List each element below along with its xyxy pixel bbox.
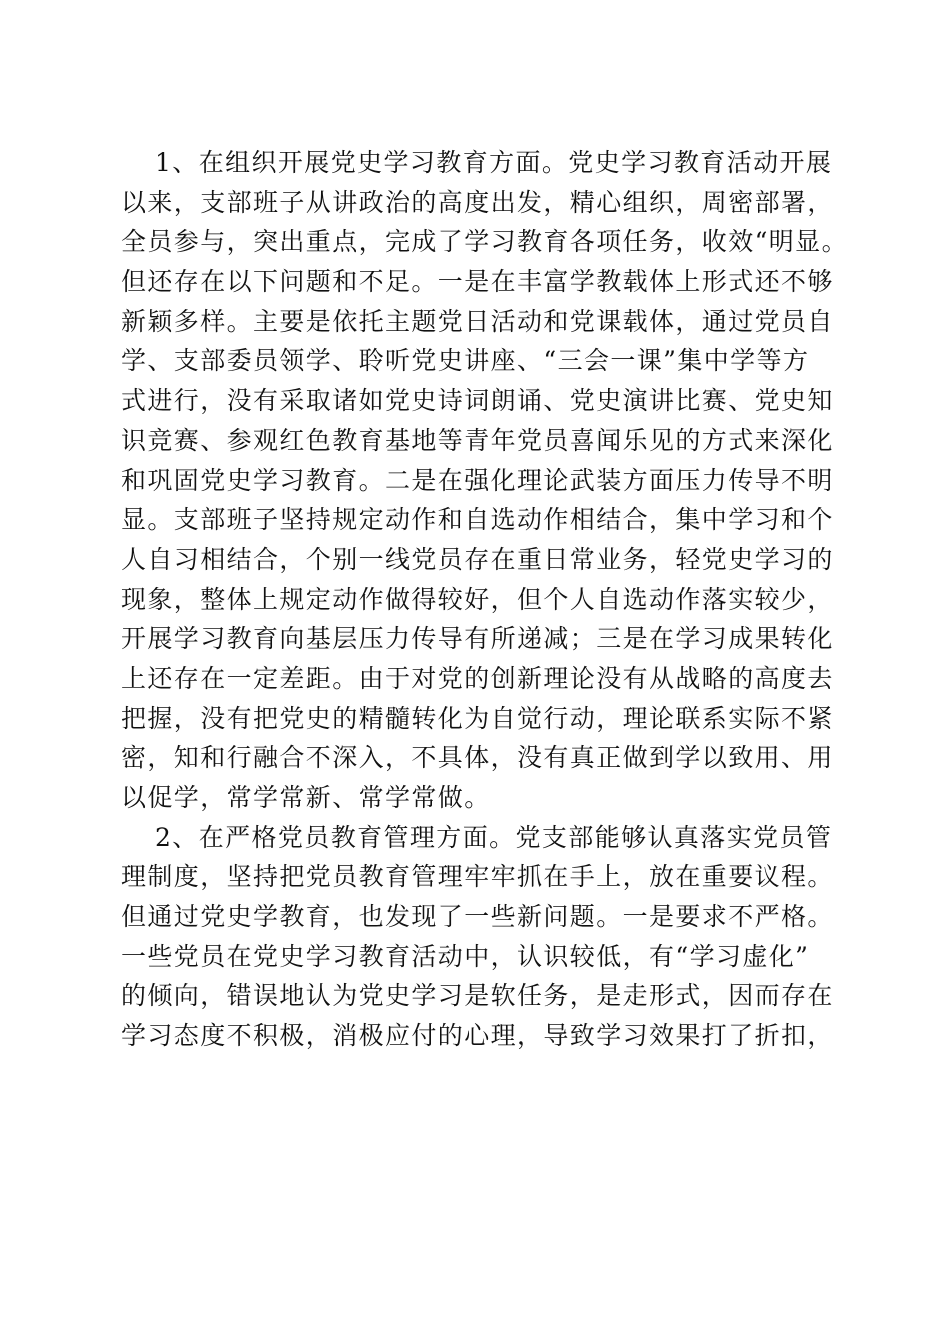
text-line: 式进行，没有采取诸如党史诗词朗诵、党史演讲比赛、党史知	[121, 386, 834, 416]
text-line: 但通过党史学教育，也发现了一些新问题。一是要求不严格。	[121, 902, 834, 932]
text-line: 和巩固党史学习教育。二是在强化理论武装方面压力传导不明	[121, 465, 834, 495]
text-line: 学习态度不积极，消极应付的心理，导致学习效果打了折扣，	[121, 1021, 834, 1051]
text-line: 上还存在一定差距。由于对党的创新理论没有从战略的高度去	[121, 663, 834, 693]
text-line: 但还存在以下问题和不足。一是在丰富学教载体上形式还不够	[121, 267, 834, 297]
text-line: 全员参与，突出重点，完成了学习教育各项任务，收效“明显。	[121, 227, 848, 257]
text-line: 密，知和行融合不深入，不具体，没有真正做到学以致用、用	[121, 743, 834, 773]
text-line: 开展学习教育向基层压力传导有所递减；三是在学习成果转化	[121, 624, 834, 654]
text-line: 1、在组织开展党史学习教育方面。党史学习教育活动开展	[155, 148, 833, 177]
text-line: 学、支部委员领学、聆听党史讲座、“三会一课”集中学等方	[121, 346, 810, 376]
text-line: 的倾向，错误地认为党史学习是软任务，是走形式，因而存在	[121, 981, 834, 1011]
document-body	[121, 143, 861, 1056]
text-line: 以促学，常学常新、常学常做。	[121, 783, 491, 812]
paragraph-2	[121, 818, 861, 1056]
text-line: 人自习相结合，个别一线党员存在重日常业务，轻党史学习的	[121, 544, 834, 574]
text-line: 理制度，坚持把党员教育管理牢牢抓在手上，放在重要议程。	[121, 862, 834, 892]
text-line: 一些党员在党史学习教育活动中，认识较低，有“学习虚化”	[121, 941, 810, 971]
text-line: 把握，没有把党史的精髓转化为自觉行动，理论联系实际不紧	[121, 703, 834, 733]
text-line: 2、在严格党员教育管理方面。党支部能够认真落实党员管	[155, 822, 833, 852]
text-line: 新颖多样。主要是依托主题党日活动和党课载体，通过党员自	[121, 306, 834, 336]
text-line: 显。支部班子坚持规定动作和自选动作相结合，集中学习和个	[121, 505, 834, 535]
text-line: 识竞赛、参观红色教育基地等青年党员喜闻乐见的方式来深化	[121, 425, 834, 455]
paragraph-1	[121, 143, 861, 818]
text-line: 以来，支部班子从讲政治的高度出发，精心组织，周密部署，	[121, 187, 834, 217]
text-line: 现象，整体上规定动作做得较好，但个人自选动作落实较少，	[121, 584, 834, 614]
